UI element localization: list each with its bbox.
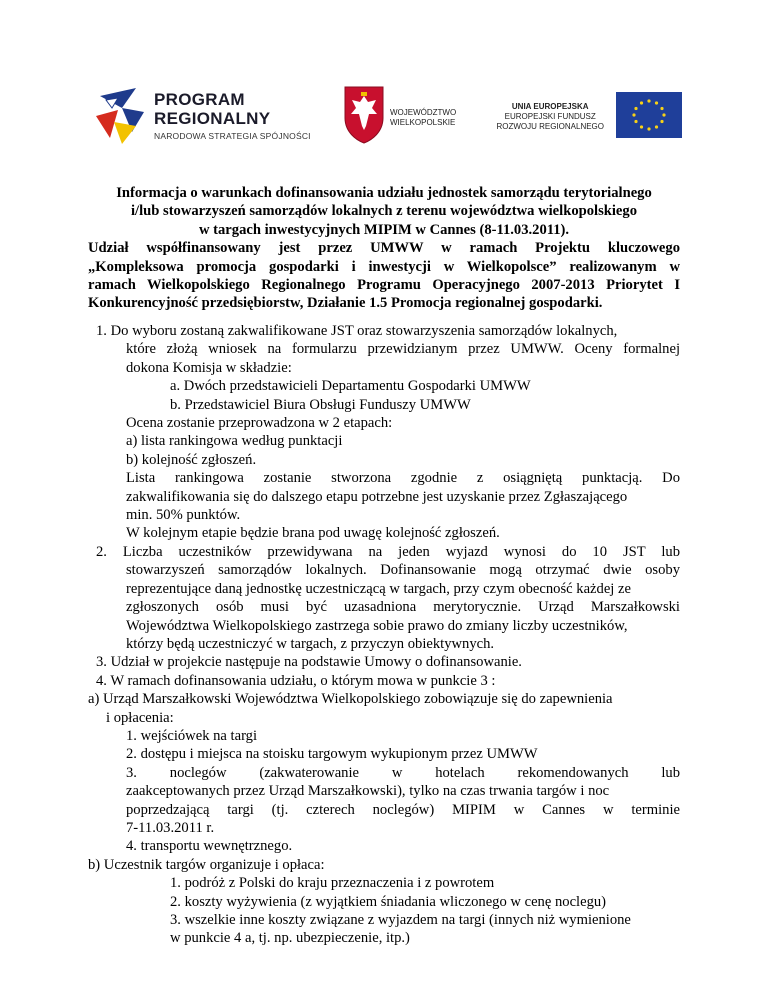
- ue-line1: UNIA EUROPEJSKA: [511, 102, 589, 111]
- body-line: 3. Udział w projekcie następuje na podstawie Umowy o dofinansowanie.: [96, 654, 522, 671]
- body-line: Ocena zostanie przeprowadzona w 2 etapach:: [126, 415, 393, 432]
- coat-of-arms-icon: [344, 86, 384, 144]
- body-line: 3. noclegów (zakwaterowanie w hotelach rekomendowanych lub: [126, 764, 680, 781]
- body-line: stowarzyszeń samorządów lokalnych. Dofinansowanie mogą otrzymać dwie osoby: [126, 562, 680, 579]
- wojewodztwo-logo: [342, 84, 492, 148]
- program-logo-line3: NARODOWA STRATEGIA SPÓJNOŚCI: [154, 131, 311, 141]
- title-line: i/lub stowarzyszeń samorządów lokalnych z terenu województwa wielkopolskiego: [130, 203, 638, 220]
- title-line: ramach Wielkopolskiego Regionalnego Programu Operacyjnego 2007-2013 Priorytet I: [88, 277, 680, 294]
- eu-flag-icon: [616, 92, 682, 138]
- title-line: Informacja o warunkach dofinansowania udziału jednostek samorządu terytorialnego: [116, 185, 652, 201]
- wojewodztwo-text: [390, 108, 456, 128]
- body-line: zakwalifikowania się do dalszego etapu potrzebne jest uzyskanie przez Zgłaszającego: [126, 488, 628, 505]
- body-line: 4. transportu wewnętrznego.: [126, 838, 293, 855]
- body-line: b) kolejność zgłoszeń.: [126, 451, 257, 468]
- ue-line3: ROZWOJU REGIONALNEGO: [496, 122, 604, 131]
- wojewodztwo-line1: WOJEWÓDZTWO: [390, 108, 457, 117]
- program-logo-line1: PROGRAM: [154, 90, 245, 109]
- ue-line2: EUROPEJSKI FUNDUSZ: [504, 112, 596, 121]
- body-line: poprzedzającą targi (tj. czterech noclegów) MIPIM w Cannes w terminie: [126, 801, 680, 818]
- title-line: w targach inwestycyjnych MIPIM w Cannes (8-11.03.2011).: [198, 221, 570, 238]
- body-line: b. Przedstawiciel Biura Obsługi Funduszy UMWW: [170, 396, 471, 413]
- body-line: W kolejnym etapie będzie brana pod uwagę kolejność zgłoszeń.: [126, 525, 500, 542]
- body-line: reprezentujące daną jednostkę uczestniczącą w targach, przy czym obecność każdej ze: [126, 580, 631, 597]
- body-line: którzy będą uczestniczyć w targach, z przyczyn obiektywnych.: [126, 635, 495, 652]
- program-regionalny-logo: [92, 84, 322, 148]
- body-line: 2. Liczba uczestników przewidywana na jeden wyjazd wynosi do 10 JST lub: [96, 543, 680, 560]
- body-line: a) lista rankingowa według punktacji: [126, 433, 343, 450]
- program-logo-line2: REGIONALNY: [154, 109, 271, 128]
- body-line: Lista rankingowa zostanie stworzona zgodnie z osiągniętą punktacją. Do: [126, 470, 680, 487]
- body-line: Województwa Wielkopolskiego zastrzega sobie prawo do zmiany liczby uczestników,: [126, 617, 628, 634]
- body-line: i opłacenia:: [106, 709, 174, 726]
- program-regionalny-emblem-icon: [92, 86, 150, 146]
- ue-text: [496, 102, 604, 132]
- body-line: 1. Do wyboru zostaną zakwalifikowane JST oraz stowarzyszenia samorządów lokalnych,: [96, 323, 618, 339]
- body-line: 1. wejściówek na targi: [126, 727, 258, 744]
- body-line: 4. W ramach dofinansowania udziału, o którym mowa w punkcie 3 :: [96, 672, 496, 689]
- header-logos: [92, 84, 682, 148]
- body-line: b) Uczestnik targów organizuje i opłaca:: [88, 856, 325, 873]
- body-line: 2. dostępu i miejsca na stoisku targowym wykupionym przez UMWW: [126, 746, 538, 763]
- document-body: [88, 322, 680, 948]
- body-line: które złożą wniosek na formularzu przewidzianym przez UMWW. Oceny formalnej: [126, 341, 680, 358]
- wojewodztwo-line2: WIELKOPOLSKIE: [390, 118, 456, 127]
- body-line: min. 50% punktów.: [126, 507, 241, 524]
- title-line: „Kompleksowa promocja gospodarki i inwestycji w Wielkopolsce” realizowanym w: [88, 258, 680, 275]
- body-line: zgłoszonych osób musi być uzasadniona merytorycznie. Urząd Marszałkowski: [126, 599, 680, 616]
- unia-europejska-logo: [497, 92, 682, 148]
- body-line: a) Urząd Marszałkowski Województwa Wielkopolskiego zobowiązuje się do zapewnienia: [88, 691, 613, 708]
- title-line: Konkurencyjność przedsiębiorstw, Działanie 1.5 Promocja regionalnej gospodarki.: [88, 295, 603, 312]
- body-line: 3. wszelkie inne koszty związane z wyjazdem na targi (innych niż wymienione: [170, 912, 631, 928]
- body-line: dokona Komisja w składzie:: [126, 359, 292, 376]
- body-line: zaakceptowanych przez Urząd Marszałkowski), tylko na czas trwania targów i noc: [126, 783, 610, 800]
- body-line: 7-11.03.2011 r.: [126, 819, 215, 836]
- document-title: [88, 184, 680, 313]
- title-line: Udział współfinansowany jest przez UMWW w ramach Projektu kluczowego: [88, 240, 680, 257]
- body-line: a. Dwóch przedstawicieli Departamentu Gospodarki UMWW: [170, 378, 531, 395]
- body-line: 2. koszty wyżywienia (z wyjątkiem śniadania wliczonego w cenę noclegu): [170, 893, 607, 910]
- body-line: 1. podróż z Polski do kraju przeznaczenia i z powrotem: [170, 875, 495, 892]
- body-line: w punkcie 4 a, tj. np. ubezpieczenie, itp.): [170, 930, 410, 947]
